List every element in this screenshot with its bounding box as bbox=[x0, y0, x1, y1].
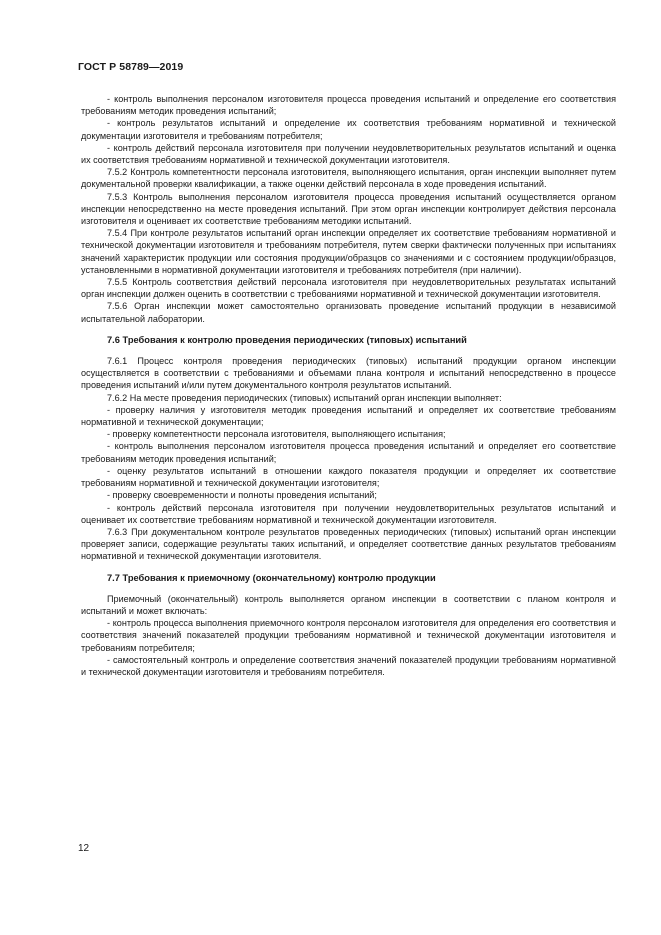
paragraph: Приемочный (окончательный) контроль выполняется органом инспекции в соответствии с планом контроля и испытаний и может включать: bbox=[81, 593, 616, 616]
paragraph-7-6-2: 7.6.2 На месте проведения периодических (типовых) испытаний орган инспекции выполняет: bbox=[107, 392, 502, 403]
page-number: 12 bbox=[78, 843, 90, 854]
paragraph-7-5-6: 7.5.6 Орган инспекции может самостоятельно организовать проведение испытаний продукции в независимой испытательной лаборатории. bbox=[81, 301, 616, 324]
paragraph-7-5-3: 7.5.3 Контроль выполнения персоналом изготовителя процесса проведения испытаний осуществляется органом инспекции непосредственно на месте проведения испытаний. При этом орган инспекции контролирует действия персонала изготовителя и оценивает их соответствие требованиям методики испытаний. bbox=[81, 191, 616, 227]
list-item: - контроль выполнения персоналом изготовителя процесса проведения испытаний и определяет его соответствие требованиям методик проведения испытаний; bbox=[81, 441, 616, 464]
paragraph: - контроль действий персонала изготовителя при получении неудовлетворительных результатов испытаний и оценка их соответствия требованиям нормативной и технической документации изготовителя. bbox=[81, 142, 616, 166]
section-heading-7-7: 7.7 Требования к приемочному (окончательному) контролю продукции bbox=[107, 572, 436, 583]
paragraph-7-5-2: 7.5.2 Контроль компетентности персонала изготовителя, выполняющего испытания, орган инспекции выполняет путем документальной проверки квалификации, а также оценки действий персонала в ходе проведения испытаний. bbox=[81, 167, 616, 190]
paragraph-7-6-3: 7.6.3 При документальном контроле результатов проведенных периодических (типовых) испытаний орган инспекции проверяет записи, содержащие результаты таких испытаний, и определяет соответствие данных результатов требованиям нормативной и технической документации изготовителя. bbox=[81, 526, 616, 562]
list-item: - проверку своевременности и полноты проведения испытаний; bbox=[107, 490, 377, 501]
document-header: ГОСТ Р 58789—2019 bbox=[78, 61, 184, 73]
list-item: - самостоятельный контроль и определение соответствия значений показателей продукции требованиям нормативной и технической документации изготовителя и требованиям потребителя. bbox=[81, 654, 616, 677]
paragraph-7-6-1: 7.6.1 Процесс контроля проведения периодических (типовых) испытаний продукции органом инспекции осуществляется в соответствии с требованиями и объемами плана контроля и испытаний непосредственно в процессе проведения испытаний и/или путем документального контроля результатов испытаний. bbox=[81, 356, 616, 391]
list-item: - проверку компетентности персонала изготовителя, выполняющего испытания; bbox=[107, 429, 446, 440]
paragraph-7-5-4: 7.5.4 При контроле результатов испытаний орган инспекции определяет их соответствие требованиям нормативной и технической документации изготовителя и требованиям потребителя, путем сверки фактически полученных при испытаниях значений характеристик продукции или состояния продукции/образцов со значениями и с состоянием продукции/образцов, установленными в нормативной документации изготовителя и требованиях потребителя (при наличии). bbox=[81, 228, 616, 275]
list-item: - контроль процесса выполнения приемочного контроля персоналом изготовителя для определения его соответствия и соответствия значений показателей продукции требованиям нормативной и технической документации изготовителя и требованиям потребителя; bbox=[81, 618, 616, 653]
section-heading-7-6: 7.6 Требования к контролю проведения периодических (типовых) испытаний bbox=[107, 334, 467, 345]
paragraph-7-5-5: 7.5.5 Контроль соответствия действий персонала изготовителя при неудовлетворительных результатах испытаний орган инспекции должен оценить в соответствии с требованиями нормативной и технической документации изготовителя. bbox=[81, 277, 616, 300]
document-body bbox=[81, 93, 616, 678]
paragraph: - контроль результатов испытаний и определение их соответствия требованиям нормативной и технической документации изготовителя и требованиям потребителя; bbox=[81, 118, 616, 141]
list-item: - контроль действий персонала изготовителя при получении неудовлетворительных результатов испытаний и оценивает их соответствие требованиям нормативной и технической документации изготовителя. bbox=[81, 502, 616, 525]
list-item: - проверку наличия у изготовителя методик проведения испытаний и определяет их соответствие требованиям нормативной и технической документации; bbox=[81, 404, 616, 428]
paragraph: - контроль выполнения персоналом изготовителя процесса проведения испытаний и определение его соответствия требованиям методик проведения испытаний; bbox=[81, 94, 616, 117]
list-item: - оценку результатов испытаний в отношении каждого показателя продукции и определяет их соответствие требованиям нормативной и технической документации изготовителя; bbox=[81, 465, 616, 489]
